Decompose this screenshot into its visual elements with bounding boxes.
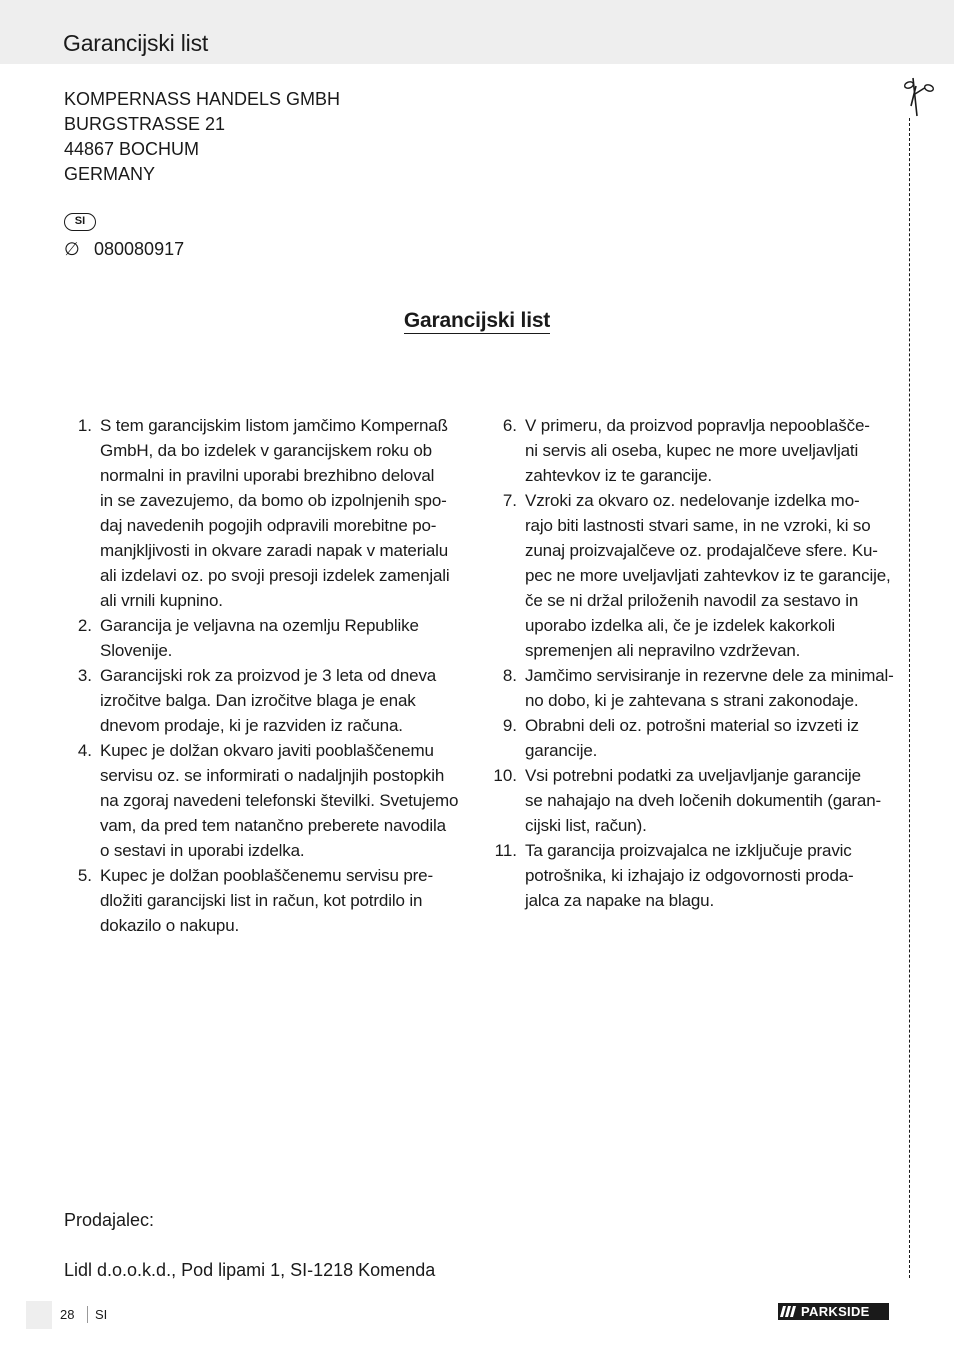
- seller-address: Lidl d.o.o.k.d., Pod lipami 1, SI-1218 Komenda: [64, 1260, 436, 1280]
- terms-column-left: [64, 413, 466, 938]
- terms-column-right: [489, 413, 894, 913]
- list-item-line: o sestavi in uporabi izdelka.: [100, 841, 305, 860]
- list-item-number: 9.: [502, 716, 517, 735]
- list-item-line: dnevom prodaje, ki je razviden iz računa.: [100, 716, 403, 735]
- list-item-line: potrošnika, ki izhajajo iz odgovornosti proda-: [525, 866, 854, 885]
- list-item-line: cijski list, račun).: [525, 816, 647, 835]
- list-item-line: Kupec je dolžan pooblaščenemu servisu pre-: [100, 866, 433, 885]
- list-item-number: 2.: [77, 616, 92, 635]
- list-item-line: izročitve balga. Dan izročitve blaga je enak: [100, 691, 416, 710]
- list-item-line: Garancija je veljavna na ozemlju Republike: [100, 616, 419, 635]
- list-item-line: servisu oz. se informirati o nadaljnjih postopkih: [100, 766, 445, 785]
- list-item-line: dokazilo o nakupu.: [100, 916, 240, 935]
- footer-language: SI: [95, 1307, 108, 1322]
- list-item: [489, 413, 891, 488]
- phone-icon: ∅: [64, 239, 80, 259]
- phone-row: [64, 237, 184, 262]
- list-item: [489, 713, 891, 763]
- list-item-line: Jamčimo servisiranje in rezervne dele za minimal-: [525, 666, 894, 685]
- list-item-line: jalca za napake na blagu.: [525, 891, 715, 910]
- list-item: [64, 863, 466, 938]
- list-item-line: rajo biti lastnosti stvari same, in ne vzroki, ki so: [525, 516, 871, 535]
- list-item-line: Slovenije.: [100, 641, 173, 660]
- list-item-line: normalni in pravilni uporabi brezhibno deloval: [100, 466, 435, 485]
- list-item-line: daj navedenih pogojih odpravili morebitne po-: [100, 516, 437, 535]
- list-item-line: spremenjen ali nepravilno vzdrževan.: [525, 641, 801, 660]
- list-item-line: V primeru, da proizvod popravlja nepooblašče-: [525, 416, 870, 435]
- list-item-number: 10.: [493, 766, 517, 785]
- list-item-text: [525, 763, 891, 838]
- list-item-text: [525, 663, 894, 713]
- list-item-number: 7.: [502, 491, 517, 510]
- brand-name: PARKSIDE: [801, 1304, 870, 1319]
- list-item-line: se nahajajo na dveh ločenih dokumentih (garan-: [525, 791, 882, 810]
- list-item-line: dložiti garancijski list in račun, kot potrdilo in: [100, 891, 423, 910]
- list-item-text: [525, 413, 891, 488]
- address-line: 44867 BOCHUM: [64, 139, 200, 159]
- list-item-line: Vsi potrebni podatki za uveljavljanje garancije: [525, 766, 861, 785]
- list-item: [489, 763, 891, 838]
- list-item-line: zunaj proizvajalčeve oz. prodajalčeve sfere. Ku-: [525, 541, 878, 560]
- list-item: [64, 413, 466, 613]
- list-item-line: na zgoraj navedeni telefonski številki. Svetujemo: [100, 791, 459, 810]
- list-item: [489, 838, 891, 913]
- list-item-line: ni servis ali oseba, kupec ne more uveljavljati: [525, 441, 859, 460]
- list-item-line: uporabo izdelka ali, če je izdelek kakorkoli: [525, 616, 835, 635]
- list-item-number: 1.: [77, 416, 92, 435]
- list-item-number: 11.: [494, 841, 517, 860]
- list-item-line: zahtevkov iz te garancije.: [525, 466, 712, 485]
- manufacturer-address: [64, 87, 340, 187]
- list-item-text: [100, 613, 466, 663]
- parkside-stripes-icon: [778, 1303, 798, 1320]
- list-item-line: če se ni držal priloženih navodil za sestavo in: [525, 591, 859, 610]
- list-item: [489, 488, 891, 663]
- list-item-text: [100, 863, 466, 938]
- address-line: GERMANY: [64, 164, 156, 184]
- footer-divider: [87, 1306, 88, 1323]
- cut-line: [909, 118, 910, 1278]
- list-item-text: [100, 738, 466, 863]
- list-item-line: Kupec je dolžan okvaro javiti pooblaščenemu: [100, 741, 434, 760]
- scissors-icon: [903, 76, 937, 118]
- address-line: BURGSTRASSE 21: [64, 114, 226, 134]
- list-item: [64, 663, 466, 738]
- section-title: [0, 309, 954, 333]
- page-title: Garancijski list: [63, 30, 209, 56]
- list-item-line: ali vrnili kupnino.: [100, 591, 223, 610]
- list-item-line: manjkljivosti in okvare zaradi napak v materialu: [100, 541, 449, 560]
- list-item-text: [525, 488, 891, 663]
- list-item-line: vam, da pred tem natančno preberete navodila: [100, 816, 446, 835]
- list-item-line: S tem garancijskim listom jamčimo Kompernaß: [100, 416, 448, 435]
- page-number: 28: [60, 1307, 75, 1322]
- list-item-text: [100, 413, 466, 613]
- list-item-line: garancije.: [525, 741, 598, 760]
- list-item-line: Garancijski rok za proizvod je 3 leta od dneva: [100, 666, 437, 685]
- list-item-number: 8.: [502, 666, 517, 685]
- list-item-text: [525, 838, 891, 913]
- address-line: KOMPERNASS HANDELS GMBH: [64, 89, 341, 109]
- list-item: [64, 738, 466, 863]
- list-item-line: Obrabni deli oz. potrošni material so izvzeti iz: [525, 716, 859, 735]
- list-item-line: pec ne more uveljavljati zahtevkov iz te garancije,: [525, 566, 891, 585]
- list-item-line: Vzroki za okvaro oz. nedelovanje izdelka mo-: [525, 491, 860, 510]
- brand-logo: [778, 1303, 889, 1320]
- seller-label: Prodajalec:: [64, 1210, 155, 1230]
- list-item-number: 3.: [77, 666, 92, 685]
- list-item-line: GmbH, da bo izdelek v garancijskem roku ob: [100, 441, 432, 460]
- list-item-line: in se zavezujemo, da bomo ob izpolnjenih spo-: [100, 491, 447, 510]
- list-item: [64, 613, 466, 663]
- list-item-text: [100, 663, 466, 738]
- list-item-line: ali izdelavi oz. po svoji presoji izdelek zamenjali: [100, 566, 450, 585]
- list-item-line: no dobo, ki je zahtevana s strani zakonodaje.: [525, 691, 859, 710]
- list-item-line: Ta garancija proizvajalca ne izključuje pravic: [525, 841, 852, 860]
- list-item-text: [525, 713, 891, 763]
- list-item-number: 4.: [77, 741, 92, 760]
- list-item: [489, 663, 894, 713]
- section-title-text: Garancijski list: [403, 309, 551, 332]
- list-item-number: 6.: [502, 416, 517, 435]
- phone-number: 080080917: [94, 239, 185, 259]
- list-item-number: 5.: [77, 866, 92, 885]
- country-badge: SI: [64, 213, 96, 231]
- footer-box: [26, 1301, 52, 1329]
